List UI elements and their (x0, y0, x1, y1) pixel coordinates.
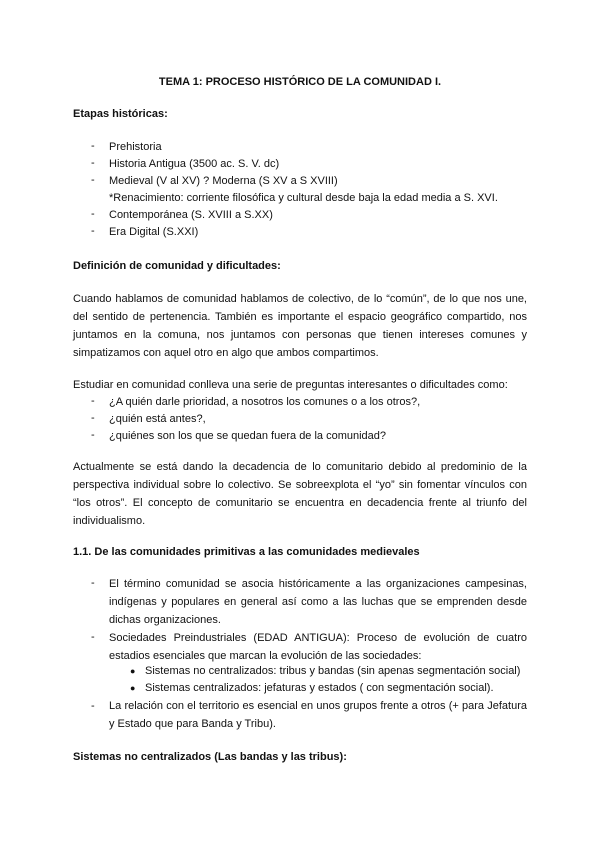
question-item: ¿A quién darle prioridad, a nosotros los comunes o a los otros?, (109, 396, 421, 408)
list-dash: - (91, 174, 95, 186)
sistemas-heading: Sistemas no centralizados (Las bandas y las tribus): (73, 751, 347, 763)
page-title: TEMA 1: PROCESO HISTÓRICO DE LA COMUNIDAD I. (158, 76, 442, 88)
list-item: Prehistoria (109, 141, 162, 153)
list-dash: - (91, 412, 95, 424)
definicion-paragraph-1: Cuando hablamos de comunidad hablamos de colectivo, de lo “común”, de lo que nos une, del sentido de pertenencia. También es importante el espacio geográfico compartido, nos juntamos en la comuna, nos juntamos con personas que tienen intereses comunes y simpatizamos con aquel otro en algo que ambos compartimos. (73, 293, 527, 359)
seccion-1-1-heading: 1.1. De las comunidades primitivas a las comunidades medievales (73, 546, 420, 558)
list-item: Medieval (V al XV) ? Moderna (S XV a S XVIII) (109, 175, 338, 187)
sub-list-item: Sistemas centralizados: jefaturas y estados ( con segmentación social). (145, 682, 494, 694)
list-dash: - (91, 395, 95, 407)
seccion-1-1-item: El término comunidad se asocia históricamente a las organizaciones campesinas, indígenas y populares en general así como a las luchas que se emprenden desde dichas organizaciones. (109, 578, 527, 626)
seccion-1-1-item: La relación con el territorio es esencial en unos grupos frente a otros (+ para Jefatura y Estado que para Banda y Tribu). (109, 700, 527, 730)
list-dash: - (91, 631, 95, 643)
definicion-heading: Definición de comunidad y dificultades: (73, 260, 281, 272)
list-dash: - (91, 429, 95, 441)
seccion-1-1-item: Sociedades Preindustriales (EDAD ANTIGUA): Proceso de evolución de cuatro estadios esenciales que marcan la evolución de las sociedades: (109, 632, 527, 662)
definicion-paragraph-3: Actualmente se está dando la decadencia de lo comunitario debido al predominio de la perspectiva individual sobre lo colectivo. Se sobreexplota el “yo” sin fomentar vínculos con “los otros”. El concepto de comunitario se encuentra en decadencia frente al triunfo del individualismo. (73, 461, 527, 527)
list-item: Era Digital (S.XXI) (109, 226, 199, 238)
list-dash: - (91, 157, 95, 169)
list-dash: - (91, 140, 95, 152)
question-item: ¿quién está antes?, (109, 413, 206, 425)
bullet-icon: ● (130, 666, 136, 676)
list-dash: - (91, 577, 95, 589)
sub-list-item: Sistemas no centralizados: tribus y bandas (sin apenas segmentación social) (145, 665, 521, 677)
bullet-icon: ● (130, 683, 136, 693)
list-dash: - (91, 208, 95, 220)
list-item-note: *Renacimiento: corriente filosófica y cultural desde baja la edad media a S. XVI. (109, 192, 498, 204)
list-dash: - (91, 700, 95, 712)
question-item: ¿quiénes son los que se quedan fuera de la comunidad? (109, 430, 387, 442)
etapas-heading: Etapas históricas: (73, 108, 168, 120)
list-item: Contemporánea (S. XVIII a S.XX) (109, 209, 273, 221)
list-dash: - (91, 225, 95, 237)
list-item: Historia Antigua (3500 ac. S. V. dc) (109, 158, 280, 170)
definicion-paragraph-2: Estudiar en comunidad conlleva una serie de preguntas interesantes o dificultades como: (73, 379, 508, 391)
